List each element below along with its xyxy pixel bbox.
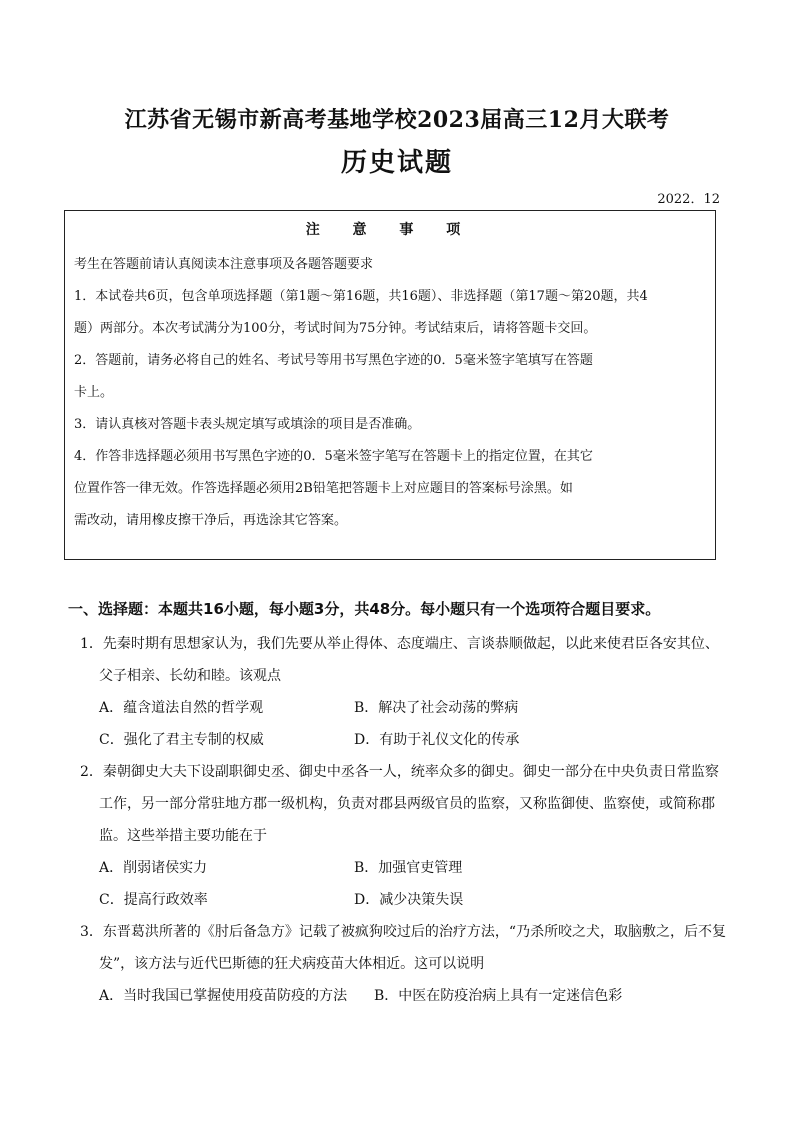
question-2-option-d: D．减少决策失误 [354,892,464,908]
notice-line: 3．请认真核对答题卡表头规定填写或填涂的项目是否准确。 [74,417,421,432]
question-3-line: 3．东晋葛洪所著的《肘后备急方》记载了被疯狗咬过后的治疗方法，“乃杀所咬之犬，取脑敷之，后不复 [80,924,727,940]
question-2-option-b: B．加强官吏管理 [354,860,463,876]
notice-line: 4．作答非选择题必须用书写黑色字迹的0．5毫米签字笔写在答题卡上的指定位置，在其它 [74,449,593,464]
question-2-line: 工作，另一部分常驻地方郡一级机构，负责对郡县两级官员的监察，又称监御使、监察使，或简称郡 [99,796,715,812]
question-2-line: 监。这些举措主要功能在于 [99,828,267,844]
notice-line: 1．本试卷共6页，包含单项选择题（第1题～第16题，共16题）、非选择题（第17题～第20题，共4 [74,289,648,304]
question-3-option-b: B．中医在防疫治病上具有一定迷信色彩 [374,988,623,1004]
question-1-option-b: B．解决了社会动荡的弊病 [354,700,519,716]
notice-line: 需改动，请用橡皮擦干净后，再选涂其它答案。 [74,513,348,528]
notice-line: 卡上。 [74,385,114,400]
question-1-option-a: A．蕴含道法自然的哲学观 [99,700,264,716]
notice-line: 题）两部分。本次考试满分为100分，考试时间为75分钟。考试结束后，请将答题卡交回。 [74,321,597,336]
notice-title: 注 意 事 项 [305,222,475,238]
question-3-line: 发”，该方法与近代巴斯德的狂犬病疫苗大体相近。这可以说明 [99,956,485,972]
question-1-option-d: D．有助于礼仪文化的传承 [354,732,520,748]
question-1-line: 1．先秦时期有思想家认为，我们先要从举止得体、态度端庄、言谈恭顺做起，以此来使君臣各安其位、 [80,636,719,652]
question-1-line: 父子相亲、长幼和睦。该观点 [99,668,281,684]
exam-subtitle: 历史试题 [340,148,453,178]
question-3-option-a: A．当时我国已掌握使用疫苗防疫的方法 [99,988,348,1004]
notice-box [64,210,716,560]
exam-title: 江苏省无锡市新高考基地学校2023届高三12月大联考 [124,107,670,133]
notice-line: 2．答题前，请务必将自己的姓名、考试号等用书写黑色字迹的0．5毫米签字笔填写在答题 [74,353,593,368]
question-2-option-a: A．削弱诸侯实力 [99,860,208,876]
notice-line: 考生在答题前请认真阅读本注意事项及各题答题要求 [74,257,374,272]
section-heading: 一、选择题：本题共16小题，每小题3分，共48分。每小题只有一个选项符合题目要求。 [68,600,661,618]
exam-date: 2022．12 [657,192,720,207]
question-2-line: 2．秦朝御史大夫下设副职御史丞、御史中丞各一人，统率众多的御史。御史一部分在中央负责日常监察 [80,764,719,780]
notice-line: 位置作答一律无效。作答选择题必须用2B铅笔把答题卡上对应题目的答案标号涂黑。如 [74,481,573,496]
question-1-option-c: C．强化了君主专制的权威 [99,732,264,748]
question-2-option-c: C．提高行政效率 [99,892,208,908]
